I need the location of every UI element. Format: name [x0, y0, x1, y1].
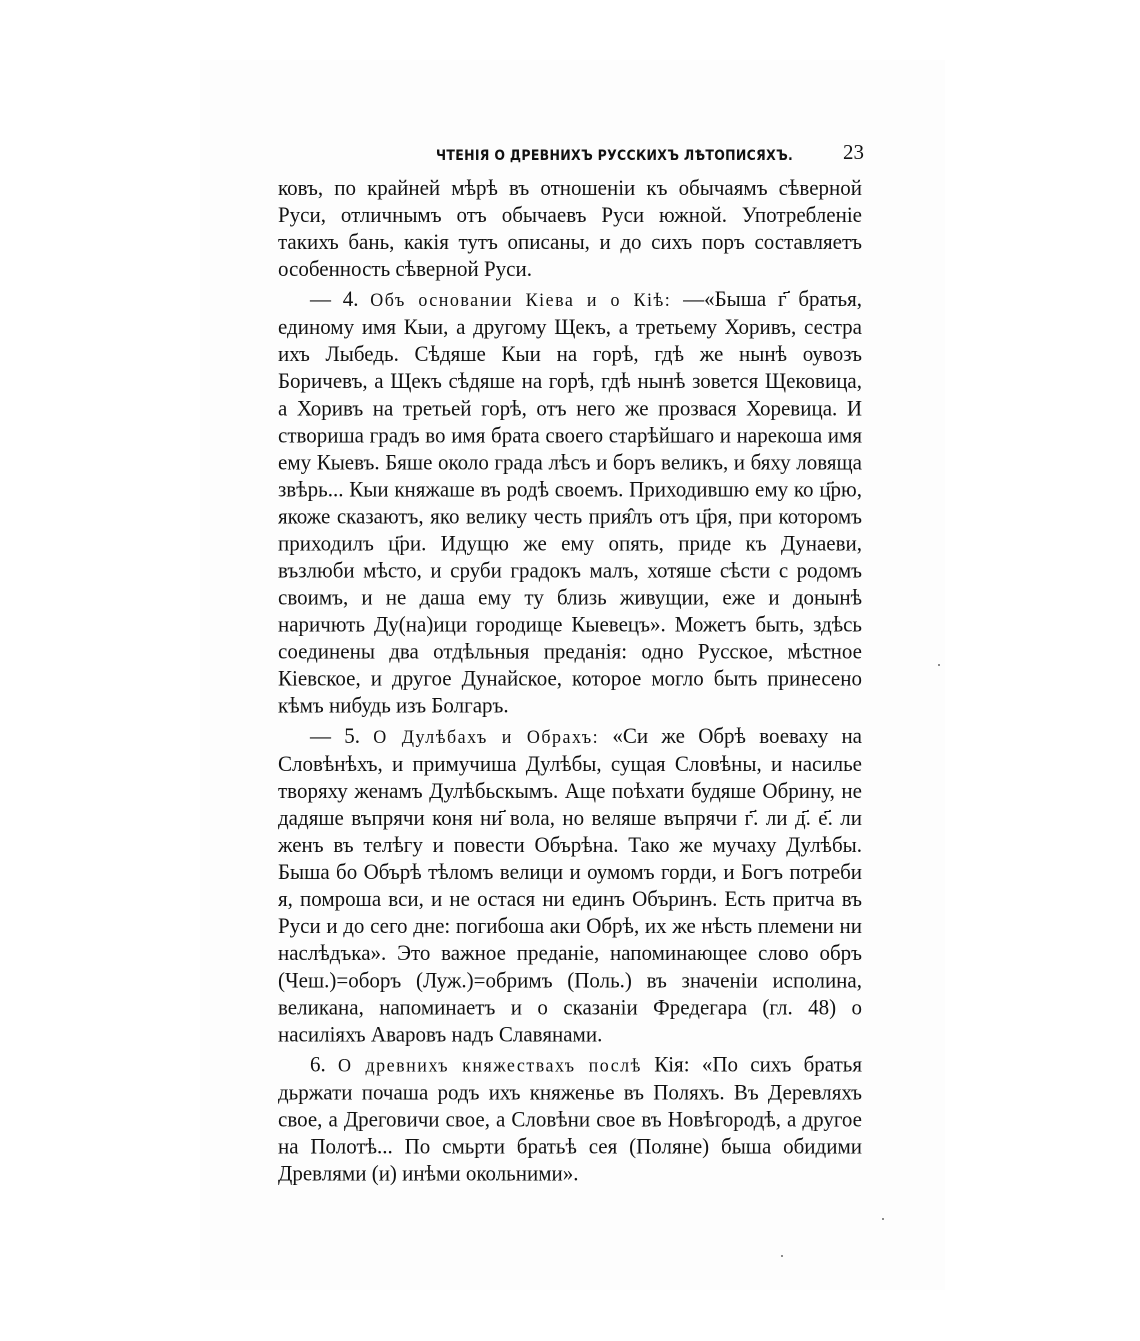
section-heading: О Дулѣбахъ и Обрахъ:	[373, 726, 600, 748]
scan-speck	[882, 1218, 884, 1220]
running-title: ЧТЕНІЯ О ДРЕВНИХЪ РУССКИХЪ ЛѢТОПИСЯХЪ.	[436, 146, 794, 164]
section-number: — 5.	[310, 723, 374, 749]
paragraph-section-6	[278, 1051, 862, 1187]
book-page	[278, 140, 864, 1186]
section-number: — 4.	[310, 286, 371, 312]
paragraph-text: Кія: «По сихъ братья дьржати почаша родъ ихъ княженье въ Поляхъ. Въ Деревляхъ свое, а Дреговичи свое, а Словѣни свое въ Новѣгородѣ, а другое на Полотѣ... По смьрти братьѣ сея (Поляне) быша обидими Древлями (и) инѣми окольними».	[278, 1051, 863, 1186]
paragraph-continuation	[278, 174, 862, 282]
section-heading: О древнихъ княжествахъ послѣ	[338, 1054, 642, 1076]
paragraph-text: «Си же Обрѣ воеваху на Словѣнѣхъ, и примучиша Дулѣбы, сущая Словѣны, и насилье творяху женамъ Дулѣбьскымъ. Аще поѣхати будяше Обрину, не дадяше въпрячи коня ни҃ вола, но веляше въпрячи г҃. ли д҃. е҃. ли женъ въ телѣгу и повести Обърѣна. Тако же мучаху Дулѣбы. Быша бо Обърѣ тѣломъ велици и оумомъ горди, и Богъ потреби я, помроша вси, и не остася ни единъ Объринъ. Есть притча въ Руси и до сего дне: погибоша аки Обрѣ, их же нѣсть племени ни наслѣдъка». Это важное преданіе, напоминающее слово обръ (Чеш.)=оборъ (Луж.)=обримъ (Поль.) въ значеніи исполина, великана, напоминаетъ и о сказаніи Фредегара (гл. 48) о насиліяхъ Аваровъ надъ Славянами.	[278, 723, 863, 1047]
page-body	[278, 174, 862, 1187]
section-heading: Объ основании Кіева и о Кіѣ:	[370, 289, 672, 311]
paragraph-text: ковъ, по крайней мѣрѣ въ отношеніи къ обычаямъ сѣверной Руси, отличнымъ отъ обычаевъ Руси южной. Употребленіе такихъ бань, какія тутъ описаны, и до сихъ поръ составляетъ особенность сѣверной Руси.	[278, 175, 862, 282]
scan-speck	[938, 664, 940, 666]
paragraph-text: —«Быша г҃ братья, единому имя Кыи, а другому Щекъ, а третьему Хоривъ, сестра ихъ Лыбедь. Сѣдяше Кыи на горѣ, гдѣ же нынѣ оувозъ Боричевъ, а Щекъ сѣдяше на горѣ, гдѣ нынѣ зовется Щековица, а Хоривъ на третьей горѣ, отъ него же прозвася Хоревица. И створиша градъ во имя брата своего старѣйшаго и нарекоша имя ему Кыевъ. Бяше около града лѣсъ и боръ великъ, и бяху ловяща звѣрь... Кыи княжаше въ родѣ своемъ. Приходившю ему ко ц҃рю, якоже сказаютъ, яко велику честь прия̂лъ отъ ц҃ря, при которомъ приходилъ ц҃ри. Идущю же ему опять, приде къ Дунаеви, възлюби мѣсто, и сруби градокъ малъ, хотяше сѣсти с родомъ своимъ, и не даша ему ту близь живущии, еже и донынѣ наричють Ду(на)ици городище Кыевецъ». Можетъ быть, здѣсь соединены два отдѣльныя преданія: одно Русское, мѣстное Кіевское, и другое Дунайское, которое могло быть принесено кѣмъ нибудь изъ Болгаръ.	[278, 286, 863, 718]
paragraph-section-5	[278, 722, 862, 1048]
section-number: 6.	[310, 1051, 339, 1077]
paragraph-section-4	[278, 285, 862, 719]
running-header	[278, 140, 862, 174]
page-number: 23	[843, 140, 864, 164]
scan-speck	[781, 1255, 783, 1257]
